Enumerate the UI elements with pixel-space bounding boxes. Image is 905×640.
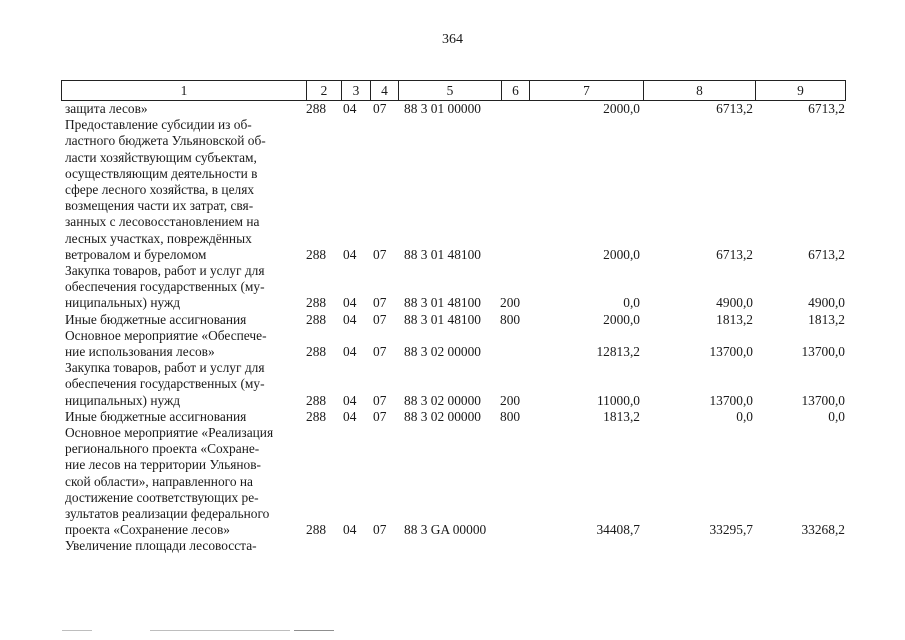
- cell-c3: 04: [343, 392, 357, 408]
- cell-c9: 6713,2: [808, 246, 845, 262]
- row-name-line: Закупка товаров, работ и услуг для: [65, 263, 265, 278]
- cell-c6: 800: [500, 311, 521, 327]
- row-name-line: ниципальных) нужд: [65, 392, 181, 408]
- row-name-line: Основное мероприятие «Обеспече-: [65, 327, 267, 343]
- cell-c7: 0,0: [623, 295, 640, 311]
- table-header: [61, 80, 846, 101]
- cell-c5: 88 3 02 00000: [404, 408, 481, 424]
- cell-c8: 6713,2: [716, 246, 753, 262]
- cell-c3: 04: [343, 246, 357, 262]
- header-col-4: 4: [370, 81, 398, 100]
- cell-c8: 1813,2: [716, 311, 753, 327]
- row-name-line: занных с лесовосстановлением на: [65, 214, 260, 230]
- cell-c5: 88 3 GA 00000: [404, 522, 487, 538]
- cell-c2: 288: [306, 408, 327, 424]
- cell-c6: 200: [500, 392, 521, 408]
- row-name-line: зультатов реализации федерального: [65, 506, 270, 521]
- cell-c4: 07: [373, 343, 387, 359]
- header-col-8: 8: [643, 81, 755, 100]
- cell-c9: 13700,0: [801, 343, 845, 359]
- cell-c3: 04: [343, 343, 357, 359]
- cell-c5: 88 3 02 00000: [404, 343, 481, 359]
- cell-c7: 12813,2: [596, 343, 640, 359]
- cell-c7: 2000,0: [603, 101, 640, 116]
- cell-c8: 33295,7: [709, 522, 753, 538]
- cell-c2: 288: [306, 392, 327, 408]
- cell-c9: 13700,0: [801, 392, 845, 408]
- cell-c5: 88 3 01 00000: [404, 101, 481, 116]
- row-name-line: достижение соответствующих ре-: [65, 489, 259, 505]
- cell-c6: 800: [500, 408, 521, 424]
- cell-c2: 288: [306, 343, 327, 359]
- cell-c4: 07: [373, 392, 387, 408]
- row-name-line: осуществляющим деятельности в: [65, 165, 258, 181]
- cell-c4: 07: [373, 408, 387, 424]
- cell-c6: 200: [500, 295, 521, 311]
- page-number: 364: [442, 32, 463, 47]
- row-name-line: Основное мероприятие «Реализация: [65, 425, 274, 440]
- cell-c3: 04: [343, 295, 357, 311]
- header-col-2: 2: [306, 81, 341, 100]
- cell-c3: 04: [343, 522, 357, 538]
- cell-c3: 04: [343, 311, 357, 327]
- cell-c3: 04: [343, 408, 357, 424]
- cell-c2: 288: [306, 101, 327, 116]
- cell-c4: 07: [373, 295, 387, 311]
- row-name-line: возмещения части их затрат, свя-: [65, 198, 254, 214]
- row-name-line: обеспечения государственных (му-: [65, 279, 265, 295]
- row-name-line: лесных участках, повреждённых: [65, 230, 252, 246]
- cell-c7: 34408,7: [596, 522, 640, 538]
- header-col-3: 3: [341, 81, 370, 100]
- row-name-line: ниципальных) нужд: [65, 295, 181, 311]
- header-col-6: 6: [501, 81, 529, 100]
- cell-c9: 0,0: [828, 408, 845, 424]
- cell-c8: 6713,2: [716, 101, 753, 116]
- cell-c8: 0,0: [736, 408, 753, 424]
- cell-c8: 13700,0: [709, 343, 753, 359]
- scan-artifact: [294, 630, 334, 631]
- row-name-line: обеспечения государственных (му-: [65, 376, 265, 392]
- row-name-line: ние лесов на территории Ульянов-: [65, 457, 262, 473]
- cell-c3: 04: [343, 101, 357, 116]
- row-name-line: Иные бюджетные ассигнования: [65, 408, 247, 424]
- cell-c4: 07: [373, 522, 387, 538]
- row-name-line: Предоставление субсидии из об-: [65, 117, 252, 133]
- cell-c4: 07: [373, 311, 387, 327]
- row-name-line: ние использования лесов»: [65, 343, 215, 359]
- cell-c7: 11000,0: [596, 392, 640, 408]
- header-col-5: 5: [398, 81, 501, 100]
- cell-c5: 88 3 02 00000: [404, 392, 481, 408]
- header-col-7: 7: [529, 81, 643, 100]
- cell-c4: 07: [373, 101, 387, 116]
- row-name-line: Иные бюджетные ассигнования: [65, 311, 247, 327]
- header-col-9: 9: [755, 81, 845, 100]
- row-name-line: ской области», направленного на: [65, 473, 253, 489]
- cell-c9: 33268,2: [801, 522, 845, 538]
- cell-c2: 288: [306, 295, 327, 311]
- cell-c9: 6713,2: [808, 101, 845, 116]
- row-name-line: регионального проекта «Сохране-: [65, 441, 260, 457]
- row-name-line: ветровалом и буреломом: [65, 246, 207, 262]
- row-name-line: ласти хозяйствующим субъектам,: [65, 149, 257, 165]
- row-name-line: Увеличение площади лесовосста-: [65, 538, 257, 554]
- cell-c2: 288: [306, 246, 327, 262]
- scan-artifact: [150, 630, 290, 631]
- row-name-line: проекта «Сохранение лесов»: [65, 522, 230, 538]
- row-name-line: ластного бюджета Ульяновской об-: [65, 133, 266, 149]
- scan-artifact: [62, 630, 92, 631]
- header-col-1: 1: [180, 83, 188, 98]
- row-name-line: сфере лесного хозяйства, в целях: [65, 181, 255, 197]
- cell-c5: 88 3 01 48100: [404, 311, 481, 327]
- cell-c2: 288: [306, 522, 327, 538]
- cell-c5: 88 3 01 48100: [404, 246, 481, 262]
- cell-c7: 2000,0: [603, 311, 640, 327]
- cell-c4: 07: [373, 246, 387, 262]
- cell-c8: 4900,0: [716, 295, 753, 311]
- cell-c5: 88 3 01 48100: [404, 295, 481, 311]
- cell-c9: 4900,0: [808, 295, 845, 311]
- cell-c7: 1813,2: [603, 408, 640, 424]
- row-name-line: защита лесов»: [65, 101, 148, 116]
- cell-c2: 288: [306, 311, 327, 327]
- row-name-line: Закупка товаров, работ и услуг для: [65, 360, 265, 376]
- cell-c9: 1813,2: [808, 311, 845, 327]
- cell-c8: 13700,0: [709, 392, 753, 408]
- cell-c7: 2000,0: [603, 246, 640, 262]
